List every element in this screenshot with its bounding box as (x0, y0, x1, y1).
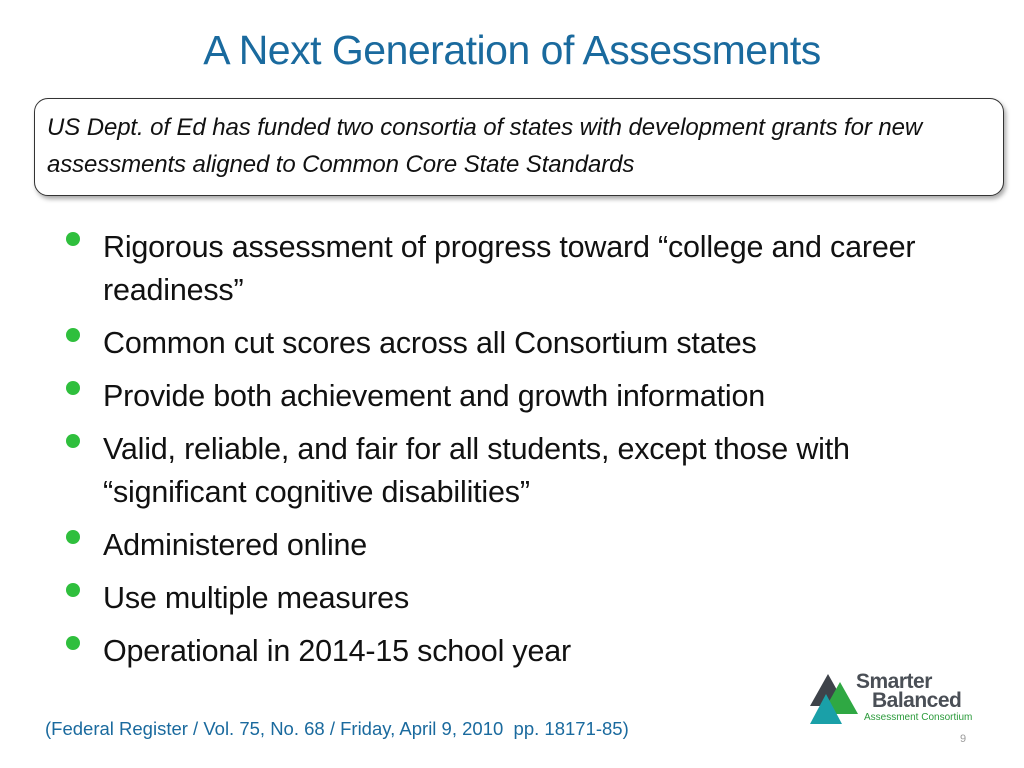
page-number: 9 (960, 733, 967, 745)
callout-box: US Dept. of Ed has funded two consortia of states with development grants for new assessments aligned to Common Core State Standards (34, 98, 1004, 196)
logo-line1: Smarter (856, 670, 932, 693)
logo-triangles-icon (810, 670, 858, 726)
bullet-dot-icon (66, 530, 80, 544)
bullet-item (66, 322, 986, 365)
bullet-item (66, 577, 986, 620)
citation: (Federal Register / Vol. 75, No. 68 / Friday, April 9, 2010 pp. 18171-85) (45, 718, 629, 739)
bullet-text: Operational in 2014-15 school year (103, 634, 571, 668)
logo-line2: Balanced (872, 689, 962, 712)
bullet-text: Valid, reliable, and fair for all students, except those with “significant cognitive disabilities” (103, 432, 850, 509)
bullet-text: Rigorous assessment of progress toward “college and career readiness” (103, 230, 916, 307)
bullet-dot-icon (66, 636, 80, 650)
bullet-item (66, 630, 986, 673)
bullet-list (66, 226, 986, 683)
bullet-text: Provide both achievement and growth information (103, 379, 765, 413)
bullet-text: Use multiple measures (103, 581, 409, 615)
bullet-item (66, 428, 986, 514)
smarter-balanced-logo (810, 670, 980, 728)
bullet-dot-icon (66, 232, 80, 246)
bullet-dot-icon (66, 381, 80, 395)
logo-line3: Assessment Consortium (864, 712, 973, 723)
bullet-item (66, 524, 986, 567)
bullet-text: Common cut scores across all Consortium states (103, 326, 757, 360)
bullet-text: Administered online (103, 528, 368, 562)
slide-title: A Next Generation of Assessments (203, 27, 821, 73)
bullet-dot-icon (66, 328, 80, 342)
bullet-dot-icon (66, 434, 80, 448)
bullet-item (66, 226, 986, 312)
bullet-item (66, 375, 986, 418)
bullet-dot-icon (66, 583, 80, 597)
